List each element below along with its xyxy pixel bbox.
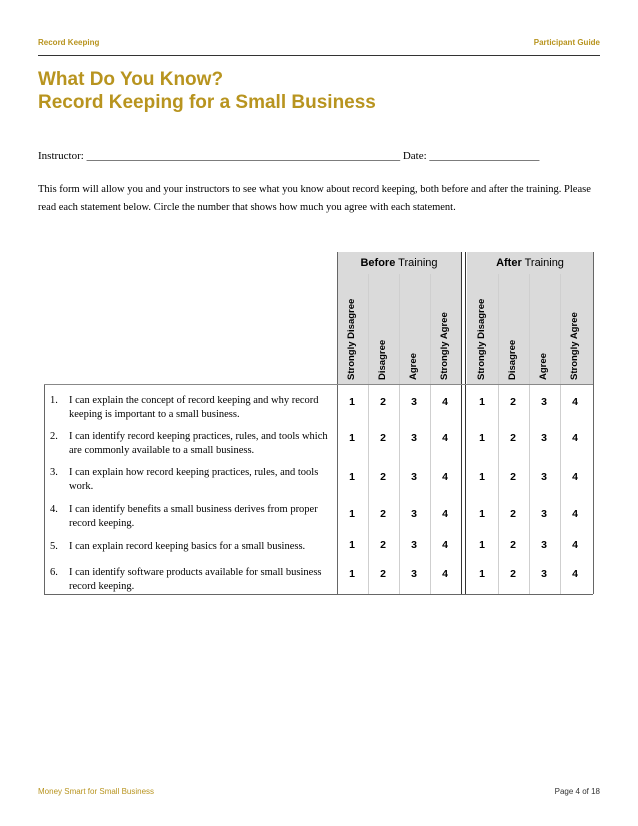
- rating-option-after-row6-2[interactable]: 2: [510, 568, 516, 580]
- page-header: [38, 38, 600, 52]
- scale-label-before-2: Disagree: [377, 339, 388, 380]
- statement-number: 4.: [50, 504, 58, 515]
- after-training-header: [467, 252, 593, 274]
- rating-option-after-row6-4[interactable]: 4: [572, 568, 578, 580]
- table-right-border: [593, 252, 594, 594]
- rating-option-after-row1-1[interactable]: 1: [479, 396, 485, 408]
- statement-row-2: [50, 430, 332, 458]
- rating-option-after-row5-4[interactable]: 4: [572, 539, 578, 551]
- header-section-title: Record Keeping: [38, 38, 100, 47]
- rating-option-after-row3-4[interactable]: 4: [572, 471, 578, 483]
- rating-option-before-row1-2[interactable]: 2: [380, 396, 386, 408]
- before-training-header: [337, 252, 461, 274]
- rating-option-before-row4-2[interactable]: 2: [380, 508, 386, 520]
- statement-row-4: [50, 503, 332, 531]
- after-rest: Training: [521, 257, 564, 269]
- statement-row-6: [50, 566, 332, 594]
- rating-option-before-row3-1[interactable]: 1: [349, 471, 355, 483]
- rating-option-after-row3-1[interactable]: 1: [479, 471, 485, 483]
- statement-text: I can identify software products available for small business record keeping.: [69, 567, 322, 592]
- rating-option-after-row2-3[interactable]: 3: [541, 432, 547, 444]
- rating-option-after-row6-1[interactable]: 1: [479, 568, 485, 580]
- before-rest: Training: [395, 257, 438, 269]
- rating-option-after-row1-3[interactable]: 3: [541, 396, 547, 408]
- rating-option-before-row1-1[interactable]: 1: [349, 396, 355, 408]
- rating-option-after-row2-2[interactable]: 2: [510, 432, 516, 444]
- rating-option-before-row5-1[interactable]: 1: [349, 539, 355, 551]
- rating-option-before-row1-3[interactable]: 3: [411, 396, 417, 408]
- rating-option-after-row2-4[interactable]: 4: [572, 432, 578, 444]
- scale-label-before-4: Strongly Agree: [439, 312, 450, 380]
- rating-option-before-row5-4[interactable]: 4: [442, 539, 448, 551]
- statement-row-3: [50, 466, 332, 494]
- statement-row-1: [50, 394, 332, 422]
- header-rule: [38, 55, 600, 56]
- scale-label-before-3: Agree: [408, 353, 419, 380]
- header-guide-title: Participant Guide: [533, 38, 600, 47]
- rating-option-before-row6-4[interactable]: 4: [442, 568, 448, 580]
- rating-option-after-row2-1[interactable]: 1: [479, 432, 485, 444]
- rating-option-after-row4-3[interactable]: 3: [541, 508, 547, 520]
- statement-text: I can explain the concept of record keeping and why record keeping is important to a small business.: [69, 395, 319, 420]
- rating-option-after-row3-2[interactable]: 2: [510, 471, 516, 483]
- rating-option-before-row2-2[interactable]: 2: [380, 432, 386, 444]
- rating-option-after-row4-4[interactable]: 4: [572, 508, 578, 520]
- rating-option-before-row4-1[interactable]: 1: [349, 508, 355, 520]
- title-line-1: What Do You Know?: [38, 69, 224, 90]
- rating-option-after-row1-4[interactable]: 4: [572, 396, 578, 408]
- title-line-2: Record Keeping for a Small Business: [38, 92, 376, 113]
- rating-option-after-row4-2[interactable]: 2: [510, 508, 516, 520]
- before-bold: Before: [360, 257, 396, 269]
- statement-number: 5.: [50, 541, 58, 552]
- statement-text: I can explain record keeping basics for a small business.: [69, 541, 306, 552]
- rating-option-before-row6-1[interactable]: 1: [349, 568, 355, 580]
- rating-option-after-row6-3[interactable]: 3: [541, 568, 547, 580]
- rating-option-before-row6-3[interactable]: 3: [411, 568, 417, 580]
- rating-option-before-row6-2[interactable]: 2: [380, 568, 386, 580]
- footer-program-title: Money Smart for Small Business: [38, 787, 155, 796]
- table-bottom-border: [337, 594, 593, 595]
- rating-option-before-row2-1[interactable]: 1: [349, 432, 355, 444]
- statement-text: I can explain how record keeping practices, rules, and tools work.: [69, 467, 319, 492]
- statement-number: 1.: [50, 395, 58, 406]
- scale-label-after-4: Strongly Agree: [569, 312, 580, 380]
- rating-option-after-row1-2[interactable]: 2: [510, 396, 516, 408]
- intro-paragraph: This form will allow you and your instructors to see what you know about record keeping, both before and after the training. Please read each statement below. Circle the number that shows how much you agree with each statement.: [38, 184, 591, 213]
- rating-option-before-row3-2[interactable]: 2: [380, 471, 386, 483]
- rating-option-before-row5-3[interactable]: 3: [411, 539, 417, 551]
- scale-label-after-1: Strongly Disagree: [476, 298, 487, 380]
- footer-page-number: Page 4 of 18: [554, 787, 600, 796]
- statement-number: 3.: [50, 467, 58, 478]
- rating-option-after-row5-2[interactable]: 2: [510, 539, 516, 551]
- after-bold: After: [496, 257, 522, 269]
- rating-option-before-row2-3[interactable]: 3: [411, 432, 417, 444]
- statement-number: 6.: [50, 567, 58, 578]
- rating-option-after-row5-3[interactable]: 3: [541, 539, 547, 551]
- rating-option-before-row3-4[interactable]: 4: [442, 471, 448, 483]
- statement-text: I can identify record keeping practices, rules, and tools which are commonly available to a small business.: [69, 431, 328, 456]
- rating-option-before-row5-2[interactable]: 2: [380, 539, 386, 551]
- table-header-rule: [44, 384, 593, 385]
- instructor-date-line: Instructor: _________________________________________________________ Date: ____________________: [38, 150, 540, 162]
- statement-number: 2.: [50, 431, 58, 442]
- scale-label-after-2: Disagree: [507, 339, 518, 380]
- statement-row-5: [50, 540, 332, 554]
- rating-option-before-row4-4[interactable]: 4: [442, 508, 448, 520]
- scale-label-before-1: Strongly Disagree: [346, 298, 357, 380]
- rating-option-before-row2-4[interactable]: 4: [442, 432, 448, 444]
- page-title: [38, 68, 376, 114]
- rating-option-after-row4-1[interactable]: 1: [479, 508, 485, 520]
- rating-option-before-row1-4[interactable]: 4: [442, 396, 448, 408]
- rating-option-after-row3-3[interactable]: 3: [541, 471, 547, 483]
- statement-text: I can identify benefits a small business derives from proper record keeping.: [69, 504, 318, 529]
- rating-option-before-row4-3[interactable]: 3: [411, 508, 417, 520]
- rating-option-after-row5-1[interactable]: 1: [479, 539, 485, 551]
- rating-option-before-row3-3[interactable]: 3: [411, 471, 417, 483]
- scale-label-after-3: Agree: [538, 353, 549, 380]
- before-after-divider: [461, 252, 466, 594]
